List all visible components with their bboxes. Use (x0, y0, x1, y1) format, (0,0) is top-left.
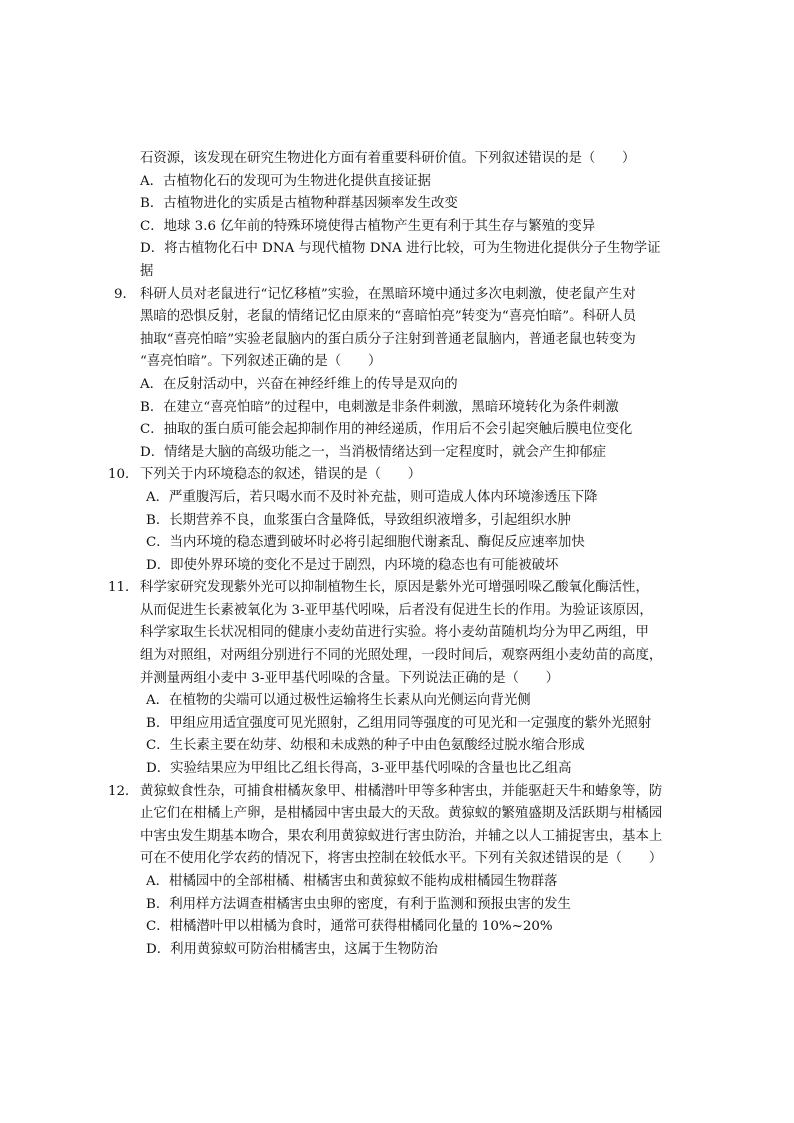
question-8 (0, 148, 794, 284)
question-9-stem-line: 抽取“喜亮怕暗”实验老鼠脑内的蛋白质分子注射到普通老鼠脑内，普通老鼠也转变为 (140, 331, 636, 347)
question-11-stem-line: 从而促进生长素被氧化为 3-亚甲基代吲哚，后者没有促进生长的作用。为验证该原因， (140, 602, 653, 618)
question-10 (0, 464, 794, 577)
question-12-stem-line: 黄猄蚁食性杂，可捕食柑橘灰象甲、柑橘潜叶甲等多种害虫，并能驱赶天牛和蝽象等，防 (140, 783, 663, 799)
question-10-option-d: D．即使外界环境的变化不是过于剧烈，内环境的稳态也有可能被破坏 (146, 557, 559, 573)
question-10-stem-line: 下列关于内环境稳态的叙述，错误的是（ ） (140, 467, 422, 483)
question-12 (0, 781, 794, 962)
question-12-stem-line: 止它们在柑橘上产卵，是柑橘园中害虫最大的天敌。黄猄蚁的繁殖盛期及活跃期与柑橘园 (140, 806, 663, 822)
question-11-stem-line: 组为对照组，对两组分别进行不同的光照处理，一段时间后，观察两组小麦幼苗的高度， (140, 648, 663, 664)
question-number: 9． (114, 286, 136, 302)
question-12-option-d: D．利用黄猄蚁可防治柑橘害虫，这属于生物防治 (146, 941, 438, 957)
question-9-stem-line: 黑暗的恐惧反射，老鼠的情绪记忆由原来的“喜暗怕亮”转变为“喜亮怕暗”。科研人员 (140, 309, 637, 325)
question-9 (0, 284, 794, 465)
question-12-stem-line: 可在不使用化学农药的情况下，将害虫控制在较低水平。下列有关叙述错误的是（ ） (140, 851, 663, 867)
question-10-option-b: B．长期营养不良，血浆蛋白含量降低，导致组织液增多，引起组织水肿 (146, 512, 571, 528)
question-number: 12． (108, 783, 139, 799)
question-number: 11． (108, 580, 139, 596)
question-11 (0, 577, 794, 780)
question-9-option-a: A．在反射活动中，兴奋在神经纤维上的传导是双向的 (140, 376, 458, 392)
question-11-option-c: C．生长素主要在幼芽、幼根和未成熟的种子中由色氨酸经过脱水缩合形成 (146, 738, 585, 754)
question-8-option-d: D．将古植物化石中 DNA 与现代植物 DNA 进行比较，可为生物进化提供分子生物学证 (140, 241, 661, 257)
exam-page (0, 148, 794, 961)
question-number: 10． (108, 467, 139, 483)
question-9-option-d: D．情绪是大脑的高级功能之一，当消极情绪达到一定程度时，就会产生抑郁症 (140, 444, 607, 460)
question-10-option-a: A．严重腹泻后，若只喝水而不及时补充盐，则可造成人体内环境渗透压下降 (146, 489, 598, 505)
question-9-option-c: C．抽取的蛋白质可能会起抑制作用的神经递质，作用后不会引起突触后膜电位变化 (140, 422, 633, 438)
question-8-option-c: C．地球 3.6 亿年前的特殊环境使得古植物产生更有利于其生存与繁殖的变异 (140, 218, 596, 234)
question-8-option-b: B．古植物进化的实质是古植物种群基因频率发生改变 (140, 196, 458, 212)
question-12-option-c: C．柑橘潜叶甲以柑橘为食时，通常可获得柑橘同化量的 10%~20% (146, 919, 553, 935)
question-11-option-a: A．在植物的尖端可以通过极性运输将生长素从向光侧运向背光侧 (146, 693, 531, 709)
question-11-stem-line: 科学家取生长状况相同的健康小麦幼苗进行实验。将小麦幼苗随机均分为甲乙两组，甲 (140, 625, 649, 641)
question-12-option-a: A．柑橘园中的全部柑橘、柑橘害虫和黄猄蚁不能构成柑橘园生物群落 (146, 874, 558, 889)
question-9-option-b: B．在建立“喜亮怕暗”的过程中，电刺激是非条件刺激，黑暗环境转化为条件刺激 (140, 399, 619, 415)
question-12-stem-line: 中害虫发生期基本吻合，果农利用黄猄蚁进行害虫防治，并辅之以人工捕捉害虫，基本上 (140, 828, 663, 844)
question-10-option-c: C．当内环境的稳态遭到破坏时必将引起细胞代谢紊乱、酶促反应速率加快 (146, 535, 585, 551)
question-8-stem-line: 石资源，该发现在研究生物进化方面有着重要科研价值。下列叙述错误的是（ ） (140, 151, 636, 166)
question-11-option-d: D．实验结果应为甲组比乙组长得高，3-亚甲基代吲哚的含量也比乙组高 (146, 761, 572, 777)
question-11-option-b: B．甲组应用适宜强度可见光照射，乙组用同等强度的可见光和一定强度的紫外光照射 (146, 715, 652, 731)
question-9-stem-line: 科研人员对老鼠进行“记忆移植”实验，在黑暗环境中通过多次电刺激，使老鼠产生对 (140, 286, 636, 302)
question-8-option-a: A．古植物化石的发现可为生物进化提供直接证据 (140, 173, 431, 189)
question-11-stem-line: 并测量两组小麦中 3-亚甲基代吲哚的含量。下列说法正确的是（ ） (140, 670, 560, 686)
question-12-option-b: B．利用样方法调查柑橘害虫虫卵的密度，有利于监测和预报虫害的发生 (146, 896, 571, 912)
question-11-stem-line: 科学家研究发现紫外光可以抑制植物生长，原因是紫外光可增强吲哚乙酸氧化酶活性， (140, 580, 649, 596)
question-9-stem-line: “喜亮怕暗”。下列叙述正确的是（ ） (140, 354, 382, 370)
question-8-option-d-cont: 据 (140, 263, 154, 279)
